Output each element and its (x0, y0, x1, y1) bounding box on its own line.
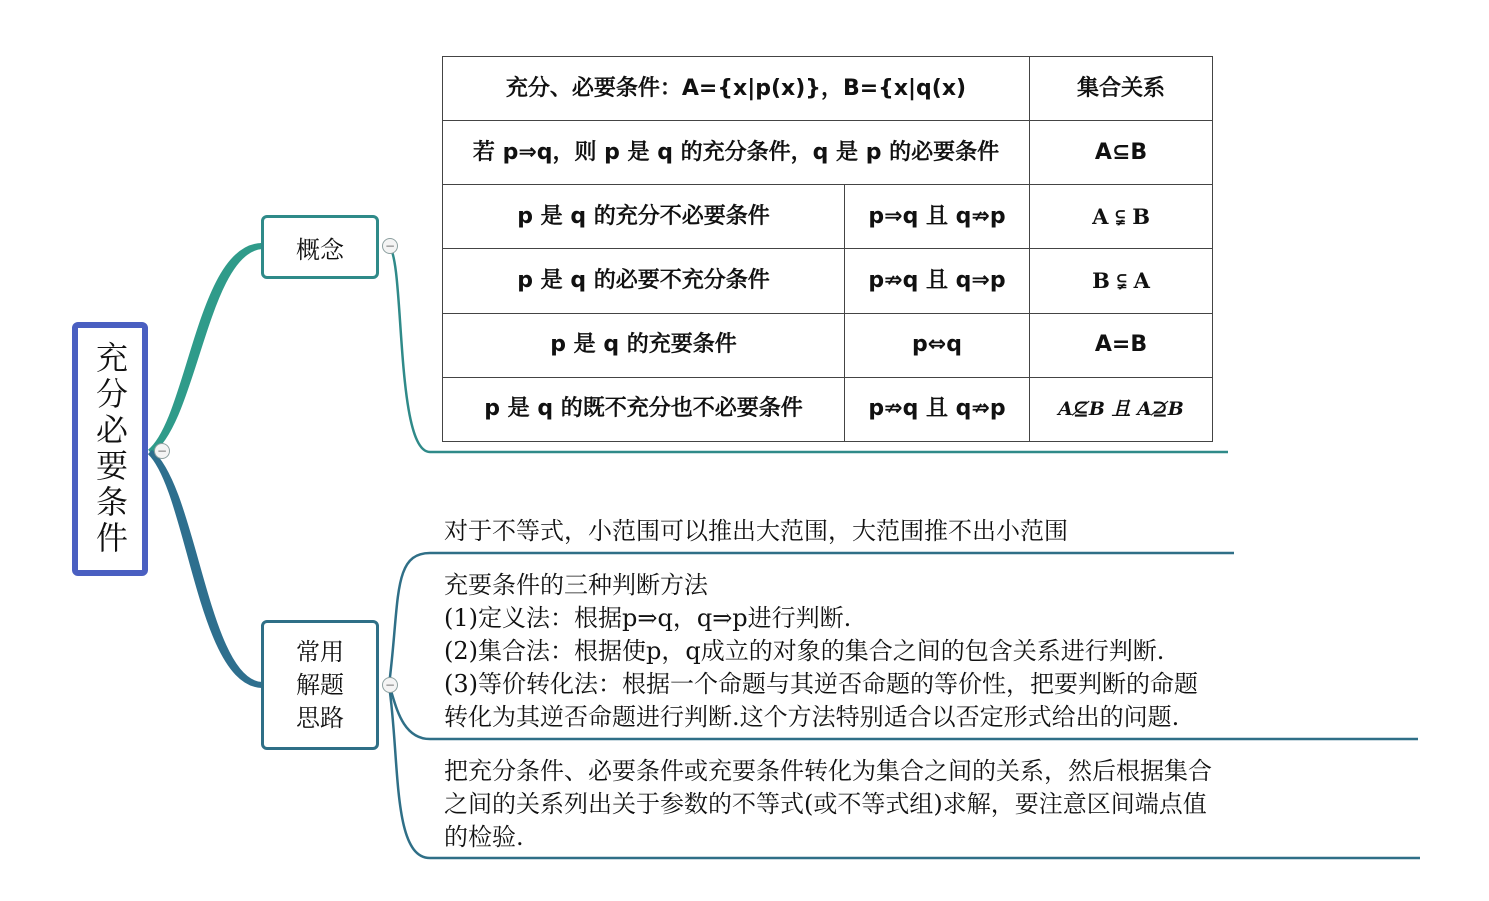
root-topic-label: 充分必要条件 (91, 341, 129, 557)
note-line: (2)集合法：根据使p，q成立的对象的集合之间的包含关系进行判断. (444, 637, 1165, 665)
condition-cell: p 是 q 的充要条件 (443, 313, 845, 377)
root-topic[interactable] (72, 322, 148, 576)
table-row (443, 313, 1213, 377)
table-header-row (443, 57, 1213, 121)
note-inequality[interactable] (444, 515, 1068, 548)
concept-table (442, 56, 1213, 442)
note-line: (1)定义法：根据p⇒q，q⇒p进行判断. (444, 604, 852, 632)
note-line: 把充分条件、必要条件或充要条件转化为集合之间的关系，然后根据集合 (444, 757, 1212, 785)
condition-cell: p 是 q 的充分不必要条件 (443, 185, 845, 249)
note-line: 对于不等式，小范围可以推出大范围，大范围推不出小范围 (444, 517, 1068, 545)
methods-topic-line: 解题 (296, 670, 344, 699)
relation-cell: B ⫋ A (1030, 249, 1213, 313)
table-row (443, 185, 1213, 249)
concept-topic-label: 概念 (296, 235, 344, 264)
condition-cell: p 是 q 的必要不充分条件 (443, 249, 845, 313)
concept-collapse-toggle[interactable]: − (382, 238, 398, 254)
relation-cell: A ⫋ B (1030, 185, 1213, 249)
note-line: 转化为其逆否命题进行判断.这个方法特别适合以否定形式给出的问题. (444, 703, 1180, 731)
implication-cell: p⇔q (845, 313, 1030, 377)
condition-cell: 若 p⇒q，则 p 是 q 的充分条件，q 是 p 的必要条件 (443, 121, 1030, 185)
relation-cell: A=B (1030, 313, 1213, 377)
note-line: (3)等价转化法：根据一个命题与其逆否命题的等价性，把要判断的命题 (444, 670, 1198, 698)
note-set-relation[interactable] (444, 755, 1212, 854)
note-line: 充要条件的三种判断方法 (444, 571, 708, 599)
implication-cell: p⇏q 且 q⇏p (845, 377, 1030, 441)
table-row (443, 377, 1213, 441)
relation-cell: A⊆B (1030, 121, 1213, 185)
note-line: 之间的关系列出关于参数的不等式(或不等式组)求解，要注意区间端点值 (444, 790, 1207, 818)
table-row (443, 249, 1213, 313)
note-line: 的检验. (444, 823, 524, 851)
note-three-methods[interactable] (444, 569, 1198, 734)
methods-collapse-toggle[interactable]: − (382, 677, 398, 693)
table-row (443, 121, 1213, 185)
methods-topic[interactable] (261, 620, 379, 750)
root-collapse-toggle[interactable]: − (154, 443, 170, 459)
relation-cell: A⊈B 且 A⊉B (1030, 377, 1213, 441)
header-condition-cell: 充分、必要条件：A={x|p(x)}，B={x|q(x) (443, 57, 1030, 121)
implication-cell: p⇏q 且 q⇒p (845, 249, 1030, 313)
methods-topic-line: 常用 (296, 637, 344, 666)
branch-root-methods (150, 452, 262, 685)
methods-topic-line: 思路 (296, 703, 344, 732)
condition-cell: p 是 q 的既不充分也不必要条件 (443, 377, 845, 441)
header-relation-cell: 集合关系 (1030, 57, 1213, 121)
implication-cell: p⇒q 且 q⇏p (845, 185, 1030, 249)
branch-root-concept (150, 246, 262, 452)
concept-topic[interactable] (261, 215, 379, 279)
